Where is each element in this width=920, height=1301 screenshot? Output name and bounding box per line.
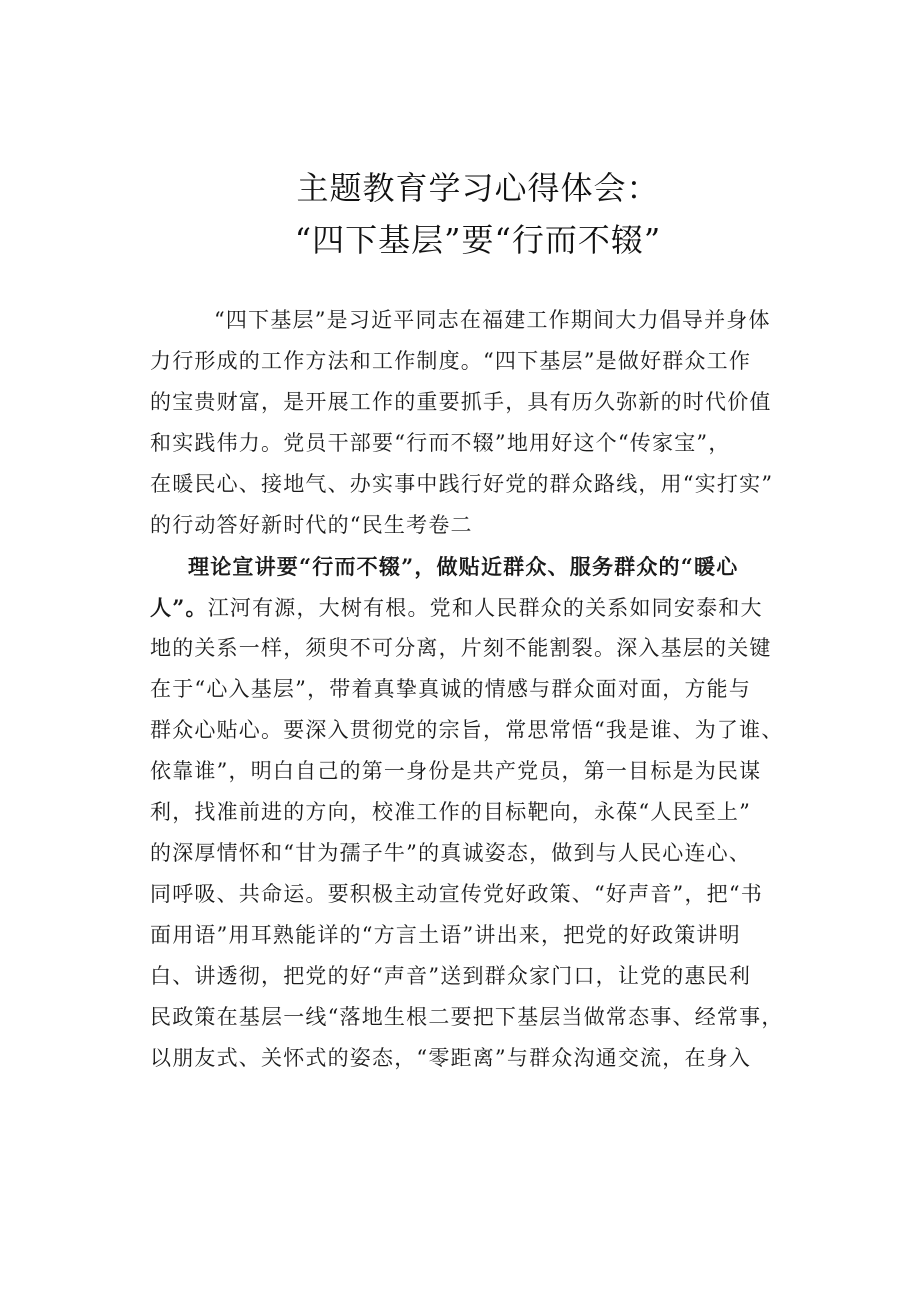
document-title-line-1: 主题教育学习心得体会： xyxy=(296,169,660,207)
paragraph-2-line-4: 群众心贴心。要深入贯彻党的宗旨，常思常悟“我是谁、为了谁、 xyxy=(150,718,784,742)
paragraph-2-line-1-text: 江河有源，大树有根。党和人民群众的关系如同安泰和大 xyxy=(207,596,763,620)
paragraph-2-line-6: 利，找准前进的方向，校准工作的目标靶向，永葆“人民至上” xyxy=(150,800,752,824)
document-title-line-2: “四下基层”要“行而不辍” xyxy=(294,221,662,259)
paragraph-2-line-2: 地的关系一样，须臾不可分离，片刻不能割裂。深入基层的关键 xyxy=(150,636,772,660)
paragraph-2-line-7: 的深厚情怀和“甘为孺子牛”的真诚姿态，做到与人民心连心、 xyxy=(150,841,752,865)
paragraph-2-line-5: 依靠谁”，明白自己的第一身份是共产党员，第一目标是为民谋 xyxy=(150,759,762,783)
paragraph-1-line-1: “四下基层”是习近平同志在福建工作期间大力倡导并身体 xyxy=(214,308,771,332)
paragraph-1-line-6: 的行动答好新时代的“民生考卷二 xyxy=(150,513,473,537)
paragraph-1-line-2: 力行形成的工作方法和工作制度。“四下基层”是做好群众工作 xyxy=(150,349,752,373)
paragraph-1-line-3: 的宝贵财富，是开展工作的重要抓手，具有历久弥新的时代价值 xyxy=(150,390,772,414)
paragraph-2-line-12: 以朋友式、关怀式的姿态，“零距离”与群众沟通交流，在身入 xyxy=(150,1046,752,1070)
paragraph-2-heading: 理论宣讲要“行而不辍”，做贴近群众、服务群众的“暖心 xyxy=(188,554,739,579)
paragraph-2-heading-continued: 人”。 xyxy=(150,595,208,620)
paragraph-2-line-10: 白、讲透彻，把党的好“声音”送到群众家门口，让党的惠民利 xyxy=(150,964,752,988)
paragraph-2-line-9: 面用语”用耳熟能详的“方言土语”讲出来，把党的好政策讲明 xyxy=(150,923,741,947)
paragraph-2-line-8: 同呼吸、共命运。要积极主动宣传党好政策、“好声音”，把“书 xyxy=(150,882,764,906)
paragraph-2-line-1 xyxy=(150,587,810,628)
paragraph-2-line-11: 民政策在基层一线“落地生根二要把下基层当做常态事、经常事， xyxy=(150,1005,784,1029)
paragraph-2-line-3: 在于“心入基层”，带着真挚真诚的情感与群众面对面，方能与 xyxy=(150,677,752,701)
paragraph-1-line-4: 和实践伟力。党员干部要“行而不辍”地用好这个“传家宝”， xyxy=(150,431,731,455)
document-body xyxy=(150,300,810,1079)
paragraph-1-line-5: 在暖民心、接地气、办实事中践行好党的群众路线，用“实打实” xyxy=(150,472,774,496)
